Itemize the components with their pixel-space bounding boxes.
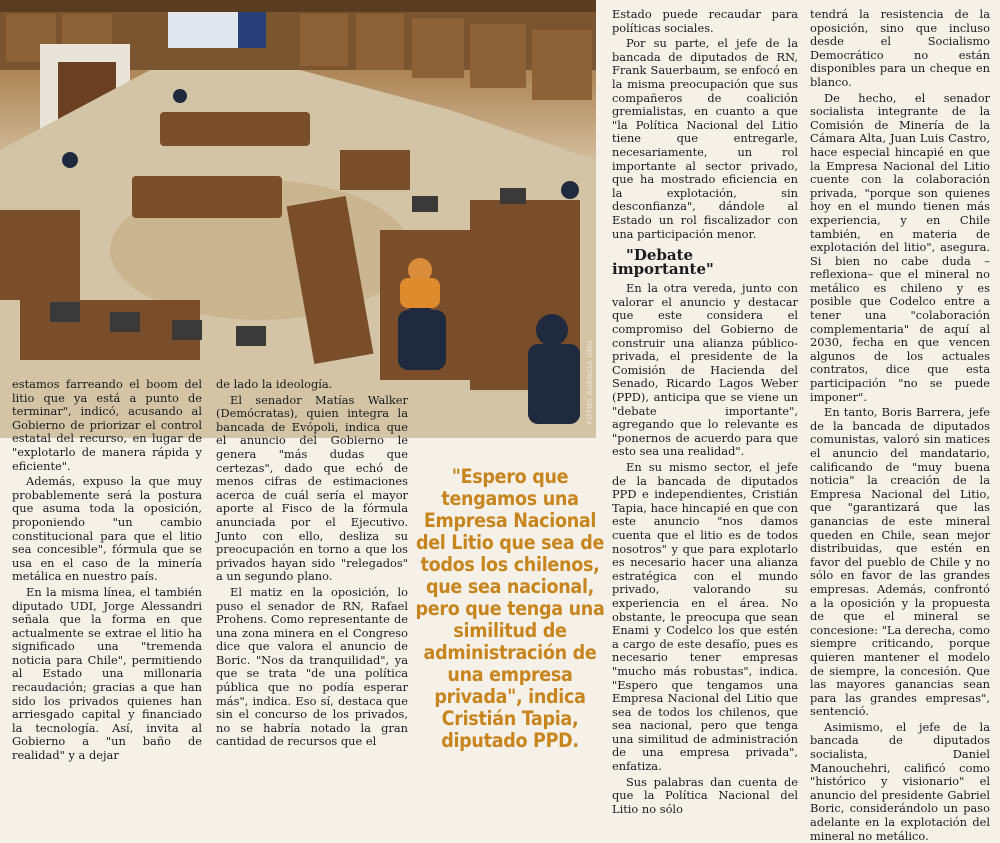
paragraph: En la misma línea, el también diputado UDI, Jorge Alessandri señala que la forma en que actualmente se extrae el litio ha significado una "tremenda noticia para Chile", permitiendo al Estado una millonaria recaudación; gracias a que han sido los privados quienes han arriesgado capital y financiado la tecnología. Así, invita al Gobierno a "un baño de realidad" y a dejar — [12, 584, 202, 763]
article-column-4 — [810, 8, 990, 843]
chamber-illustration — [0, 0, 596, 438]
paragraph: estamos farreando el boom del litio que ya está a punto de terminar", indicó, acusando al Gobierno de priorizar el control estatal del recurso, en lugar de "explotarlo de manera rápida y eficiente". — [12, 377, 202, 473]
paragraph: Por su parte, el jefe de la bancada de diputados de RN, Frank Sauerbaum, se enfocó en la misma preocupación que sus compañeros de coalición gremialistas, en cuanto a que "la Política Nacional del Litio tiene que entregarle, necesariamente, un rol importante al sector privado, que ha mostrado eficiencia en la explotación, sin desconfianza", dándole al Estado un rol fiscalizador con una participación menor. — [612, 36, 798, 241]
article-column-1 — [12, 378, 202, 763]
paragraph: El matiz en la oposición, lo puso el senador de RN, Rafael Prohens. Como representante de una zona minera en el Congreso dice que valora el anuncio de Boric. "Nos da tranquilidad", ya que se trata "de una política pública que no podía esperar más", indica. Eso sí, destaca que sin el concurso de los privados, no se habría notado la gran cantidad de recursos que el — [216, 584, 408, 749]
paragraph: Sus palabras dan cuenta de que la Política Nacional del Litio no sólo — [612, 774, 798, 816]
photo-credit: FOTOS AGENCIA UNO — [586, 340, 594, 425]
paragraph: En tanto, Boris Barrera, jefe de la bancada de diputados comunistas, valoró sin matices el anuncio del mandatario, calificando de "muy buena noticia" la creación de la Empresa Nacional del Litio, que "garantizará que las ganancias de este mineral queden en Chile, sean mejor distribuidas, que estén en favor del pueblo de Chile y no sólo en favor de las grandes empresas. Además, confrontó a la oposición y la propuesta de que el mineral se concesione: "La derecha, como siempre criticando, porque quieren mantener el modelo de siempre, la concesión. Que las mayores ganancias sean para las grandes empresas", sentenció. — [810, 405, 990, 719]
paragraph: Asimismo, el jefe de la bancada de diputados socialista, Daniel Manouchehri, calificó como "histórico y visionario" el anuncio del presidente Gabriel Boric, considerándolo un paso adelante en la explotación del mineral no metálico. — [810, 719, 990, 843]
paragraph: El senador Matías Walker (Demócratas), quien integra la bancada de Evópoli, indica que el anuncio del Gobierno le genera "más dudas que certezas", dado que echó de menos cifras de estimaciones acerca de cuál sería el mayor aporte al Fisco de la fórmula anunciada por el Ejecutivo. Junto con ello, desliza su preocupación en torno a que los privados hayan sido "relegados" a un segundo plano. — [216, 392, 408, 584]
paragraph: En la otra vereda, junto con valorar el anuncio y destacar que este considera el compromiso del Gobierno de construir una alianza público-privada, el presidente de la Comisión de Hacienda del Senado, Ricardo Lagos Weber (PPD), anticipa que se viene un "debate importante", agregando que lo relevante es "ponernos de acuerdo para que esto sea una realidad". — [612, 281, 798, 459]
paragraph: tendrá la resistencia de la oposición, sino que incluso desde el Socialismo Democrático no están disponibles para un cheque en blanco. — [810, 7, 990, 89]
paragraph: Además, expuso la que muy probablemente será la postura que asuma toda la oposición, proponiendo "un cambio constitucional para que el litio sea concesible", fórmula que se usa en el caso de la minería metálica en nuestro país. — [12, 474, 202, 584]
paragraph: Estado puede recaudar para políticas sociales. — [612, 7, 798, 35]
pull-quote: "Espero que tengamos una Empresa Nacional del Litio que sea de todos los chilenos, que sea nacional, pero que tenga una similitud de administración de una empresa privada", indica Cristián Tapia, diputado PPD. — [415, 465, 605, 752]
section-heading: "Debate importante" — [612, 246, 714, 278]
paragraph: de lado la ideología. — [216, 377, 333, 391]
paragraph: De hecho, el senador socialista integrante de la Comisión de Minería de la Cámara Alta, Juan Luis Castro, hace especial hincapié en que la Empresa Nacional del Litio cuente con la colaboración privada, "porque son quienes hoy en el mundo tienen más experiencia, y en Chile también, en materia de explotación del litio", asegura. Si bien no cabe duda –reflexiona– que el mineral no metálico es chileno y es posible que Codelco entre a tener una "colaboración complementaria" de aquí al 2030, fecha en que vencen algunos de los actuales contratos, dice que esta participación "no se puede imponer". — [810, 90, 990, 404]
article-column-2 — [216, 378, 408, 749]
senate-chamber-photo — [0, 0, 596, 438]
paragraph: En su mismo sector, el jefe de la bancada de diputados PPD e independientes, Cristián Tapia, hace hincapié en que con este anuncio "nos damos cuenta que el litio es de todos nosotros" y que para explotarlo es necesario hacer una alianza estratégica con el mundo privado, valorando su experiencia en el área. No obstante, le preocupa que sean Enami y Codelco los que estén a cargo de este desafío, pues es necesario tener empresas "mucho más robustas", indica. "Espero que tengamos una Empresa Nacional del Litio que sea de todos los chilenos, que sea nacional, pero que tenga una similitud de administración de una empresa privada", enfatiza. — [612, 460, 798, 774]
article-column-3 — [612, 8, 798, 816]
